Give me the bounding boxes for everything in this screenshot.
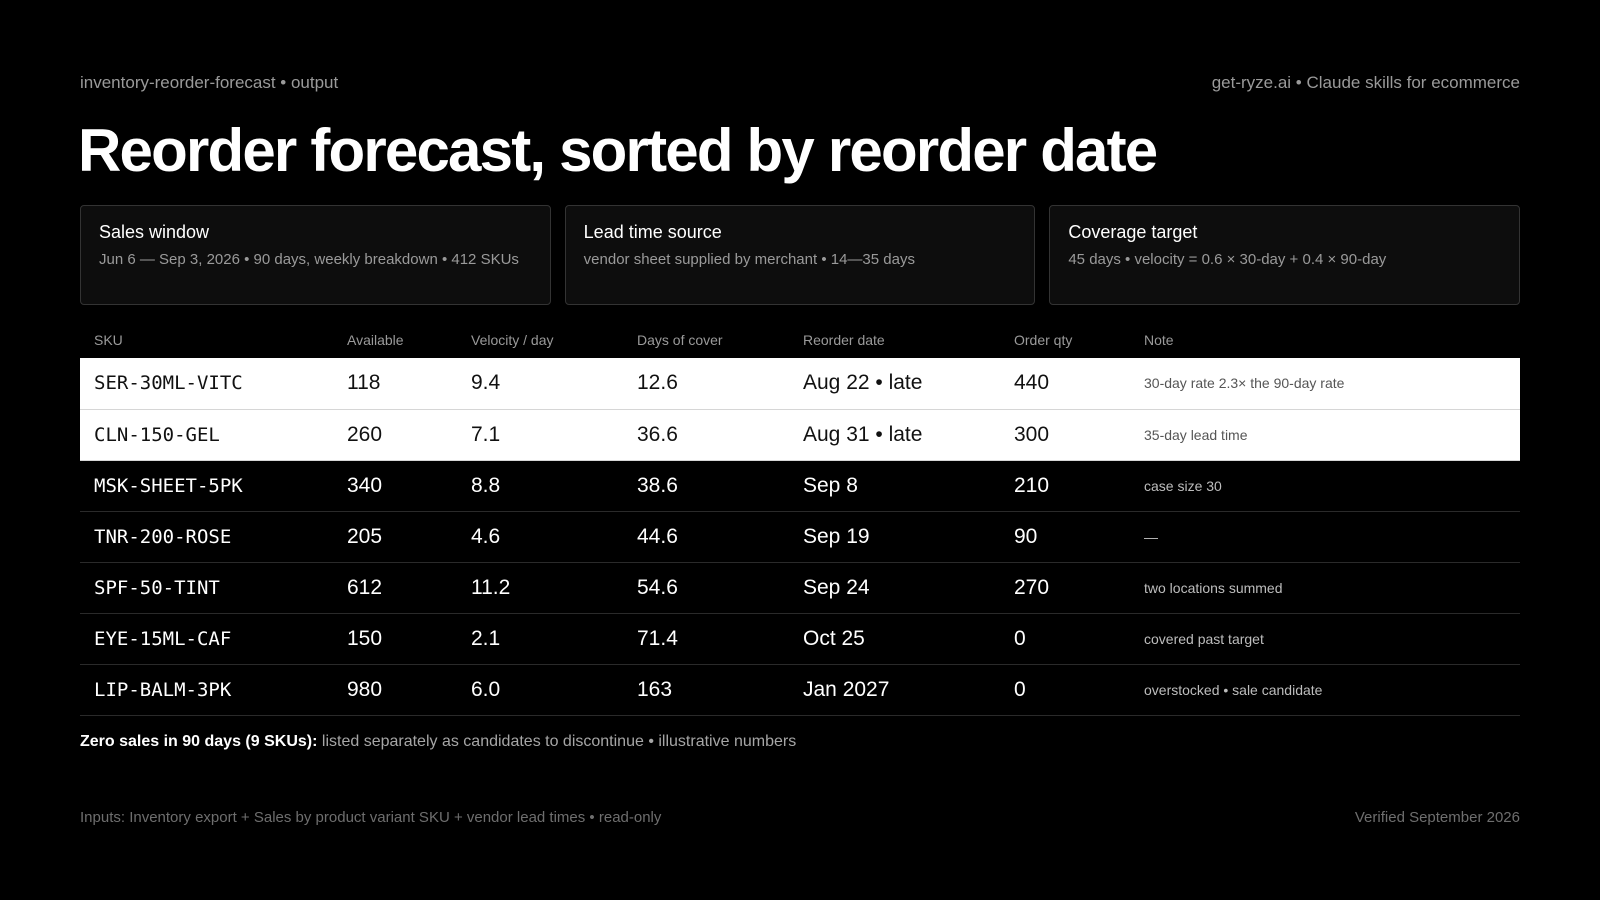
cell-reorder-date: Jan 2027 (789, 664, 1000, 715)
table-row[interactable] (80, 613, 1520, 664)
cell-note: 30-day rate 2.3× the 90-day rate (1130, 358, 1520, 409)
card-text: Jun 6 — Sep 3, 2026 • 90 days, weekly breakdown • 412 SKUs (99, 251, 519, 268)
cell-order-qty: 440 (1000, 358, 1130, 409)
cell-sku: LIP-BALM-3PK (80, 664, 333, 715)
cell-note: overstocked • sale candidate (1130, 664, 1520, 715)
cell-days-of-cover: 38.6 (623, 460, 789, 511)
reorder-forecast-table (80, 322, 1520, 716)
table-row[interactable] (80, 409, 1520, 460)
column-header-velocity[interactable]: Velocity / day (471, 332, 554, 348)
cell-available: 340 (333, 460, 457, 511)
cell-order-qty: 300 (1000, 409, 1130, 460)
cell-note: two locations summed (1130, 562, 1520, 613)
cell-note: case size 30 (1130, 460, 1520, 511)
cell-available: 205 (333, 511, 457, 562)
card-lead-time-source (565, 205, 1036, 305)
cell-reorder-date: Aug 22 • late (789, 358, 1000, 409)
top-bar (80, 73, 1520, 93)
table-row[interactable] (80, 511, 1520, 562)
column-header-available[interactable]: Available (347, 332, 404, 348)
card-title: Sales window (99, 222, 210, 242)
cell-available: 118 (333, 358, 457, 409)
cell-order-qty: 270 (1000, 562, 1130, 613)
cell-sku: EYE-15ML-CAF (80, 613, 333, 664)
column-header-reorder-date[interactable]: Reorder date (803, 332, 885, 348)
cell-velocity: 11.2 (457, 562, 623, 613)
cell-order-qty: 0 (1000, 613, 1130, 664)
cell-note: — (1130, 511, 1520, 562)
table-header-row (80, 322, 1520, 358)
cell-available: 150 (333, 613, 457, 664)
column-header-days-of-cover[interactable]: Days of cover (637, 332, 723, 348)
table-row[interactable] (80, 460, 1520, 511)
brand-label: get-ryze.ai • Claude skills for ecommerce (1211, 73, 1520, 92)
column-header-note[interactable]: Note (1144, 332, 1174, 348)
cell-reorder-date: Oct 25 (789, 613, 1000, 664)
cell-reorder-date: Sep 24 (789, 562, 1000, 613)
cell-velocity: 7.1 (457, 409, 623, 460)
cell-velocity: 6.0 (457, 664, 623, 715)
cell-velocity: 9.4 (457, 358, 623, 409)
summary-cards (80, 205, 1520, 305)
cell-days-of-cover: 54.6 (623, 562, 789, 613)
cell-velocity: 4.6 (457, 511, 623, 562)
cell-sku: SER-30ML-VITC (80, 358, 333, 409)
footer (80, 809, 1520, 826)
page-title: Reorder forecast, sorted by reorder date (78, 117, 1157, 184)
cell-velocity: 8.8 (457, 460, 623, 511)
cell-order-qty: 210 (1000, 460, 1130, 511)
card-sales-window (80, 205, 551, 305)
verified-label: Verified September 2026 (1354, 809, 1520, 826)
cell-available: 260 (333, 409, 457, 460)
column-header-sku[interactable]: SKU (94, 332, 123, 348)
card-title: Coverage target (1068, 222, 1198, 242)
cell-days-of-cover: 163 (623, 664, 789, 715)
cell-available: 612 (333, 562, 457, 613)
cell-sku: TNR-200-ROSE (80, 511, 333, 562)
cell-days-of-cover: 36.6 (623, 409, 789, 460)
cell-days-of-cover: 12.6 (623, 358, 789, 409)
cell-order-qty: 0 (1000, 664, 1130, 715)
footnote-text: listed separately as candidates to discontinue • illustrative numbers (321, 733, 797, 750)
card-coverage-target (1049, 205, 1520, 305)
cell-velocity: 2.1 (457, 613, 623, 664)
zero-sales-footnote (80, 733, 796, 751)
column-header-order-qty[interactable]: Order qty (1014, 332, 1073, 348)
cell-days-of-cover: 44.6 (623, 511, 789, 562)
table-row[interactable] (80, 358, 1520, 409)
footnote-label: Zero sales in 90 days (9 SKUs): (80, 733, 318, 750)
cell-available: 980 (333, 664, 457, 715)
cell-sku: SPF-50-TINT (80, 562, 333, 613)
cell-note: 35-day lead time (1130, 409, 1520, 460)
cell-days-of-cover: 71.4 (623, 613, 789, 664)
cell-sku: CLN-150-GEL (80, 409, 333, 460)
cell-note: covered past target (1130, 613, 1520, 664)
card-text: 45 days • velocity = 0.6 × 30-day + 0.4 × 90-day (1068, 251, 1387, 268)
card-title: Lead time source (583, 222, 722, 242)
card-text: vendor sheet supplied by merchant • 14—35 days (583, 251, 915, 268)
inputs-label: Inputs: Inventory export + Sales by product variant SKU + vendor lead times • read-only (80, 809, 662, 826)
cell-reorder-date: Aug 31 • late (789, 409, 1000, 460)
cell-reorder-date: Sep 8 (789, 460, 1000, 511)
skill-output-label: inventory-reorder-forecast • output (80, 73, 339, 92)
cell-order-qty: 90 (1000, 511, 1130, 562)
cell-sku: MSK-SHEET-5PK (80, 460, 333, 511)
table-row[interactable] (80, 562, 1520, 613)
table-row[interactable] (80, 664, 1520, 715)
cell-reorder-date: Sep 19 (789, 511, 1000, 562)
